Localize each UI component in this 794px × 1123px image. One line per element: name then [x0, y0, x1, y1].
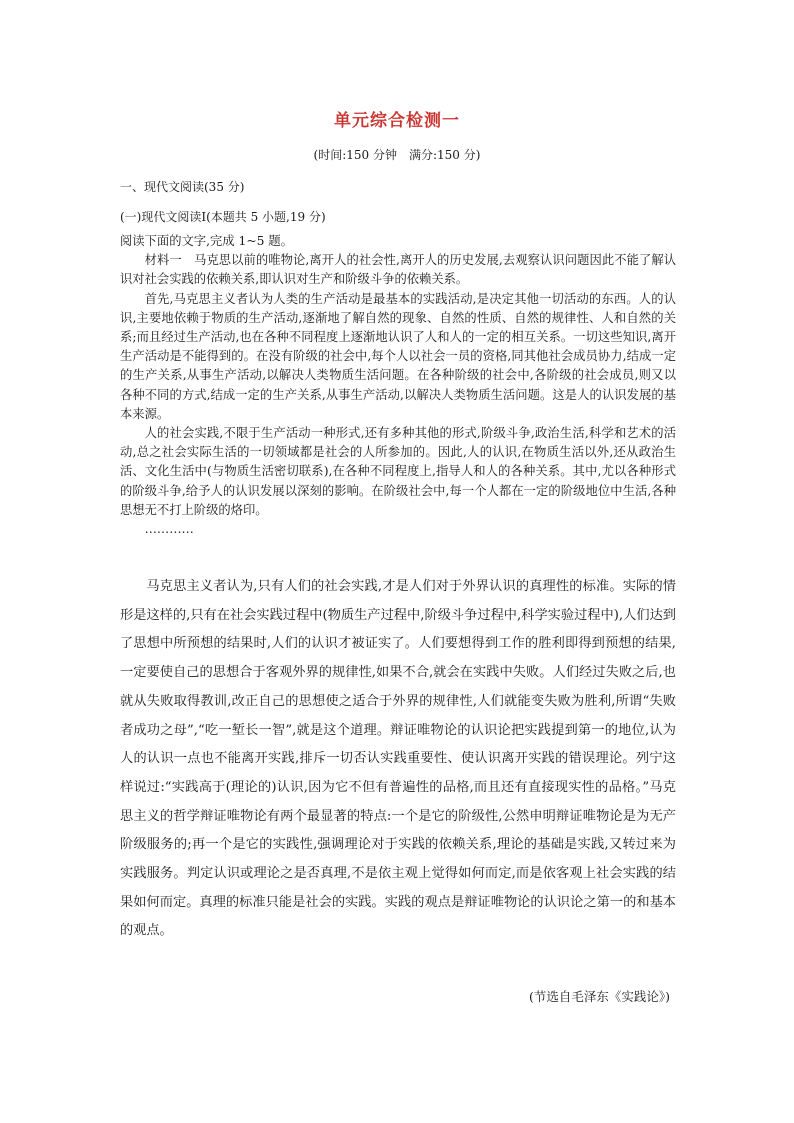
- paragraph: 材料一 马克思以前的唯物论,离开人的社会性,离开人的历史发展,去观察认识问题因此不能了解认识对社会实践的依赖关系,即认识对生产和阶级斗争的依赖关系。: [120, 253, 676, 287]
- exam-meta: (时间:150 分钟 满分:150 分): [313, 148, 481, 162]
- subsection-heading: (一)现代文阅读Ⅰ(本题共 5 小题,19 分): [120, 210, 326, 224]
- material-two: [120, 573, 676, 946]
- ellipsis: …………: [144, 522, 194, 537]
- section-heading: 一、现代文阅读(35 分): [120, 180, 245, 194]
- source-citation: (节选自毛泽东《实践论》): [528, 989, 670, 1004]
- page-title: 单元综合检测一: [334, 111, 460, 131]
- instruction-text: 阅读下面的文字,完成 1~5 题。: [120, 234, 293, 248]
- paragraph: 人的社会实践,不限于生产活动一种形式,还有多种其他的形式,阶级斗争,政治生活,科学和艺术的活动,总之社会实际生活的一切领域都是社会的人所参加的。因此,人的认识,在物质生活以外,还从政治生活、文化生活中(与物质生活密切联系),在各种不同程度上,指导人和人的各种关系。其中,尤以各种形式的阶级斗争,给予人的认识发展以深刻的影响。在阶级社会中,每一个人都在一定的阶级地位中生活,各种思想无不打上阶级的烙印。: [120, 426, 676, 517]
- paragraph: 马克思主义者认为,只有人们的社会实践,才是人们对于外界认识的真理性的标准。实际的情形是这样的,只有在社会实践过程中(物质生产过程中,阶级斗争过程中,科学实验过程中),人们达到了思想中所预想的结果时,人们的认识才被证实了。人们要想得到工作的胜利即得到预想的结果,一定要使自己的思想合于客观外界的规律性,如果不合,就会在实践中失败。人们经过失败之后,也就从失败取得教训,改正自己的思想使之适合于外界的规律性,人们就能变失败为胜利,所谓“失败者成功之母”,“吃一堑长一智”,就是这个道理。辩证唯物论的认识论把实践提到第一的地位,认为人的认识一点也不能离开实践,排斥一切否认实践重要性、使认识离开实践的错误理论。列宁这样说过:“实践高于(理论的)认识,因为它不但有普遍性的品格,而且还有直接现实性的品格。”马克思主义的哲学辩证唯物论有两个最显著的特点:一个是它的阶级性,公然申明辩证唯物论是为无产阶级服务的;再一个是它的实践性,强调理论对于实践的依赖关系,理论的基础是实践,又转过来为实践服务。判定认识或理论之是否真理,不是依主观上觉得如何而定,而是依客观上社会实践的结果如何而定。真理的标准只能是社会的实践。实践的观点是辩证唯物论的认识论之第一的和基本的观点。: [120, 579, 676, 939]
- material-one: [120, 232, 676, 539]
- paragraph: 首先,马克思主义者认为人类的生产活动是最基本的实践活动,是决定其他一切活动的东西。人的认识,主要地依赖于物质的生产活动,逐渐地了解自然的现象、自然的性质、自然的规律性、人和自然的关系;而且经过生产活动,也在各种不同程度上逐渐地认识了人和人的一定的相互关系。一切这些知识,离开生产活动是不能得到的。在没有阶级的社会中,每个人以社会一员的资格,同其他社会成员协力,结成一定的生产关系,从事生产活动,以解决人类物质生活问题。在各种阶级的社会中,各阶级的社会成员,则又以各种不同的方式,结成一定的生产关系,从事生产活动,以解决人类物质生活问题。这是人的认识发展的基本来源。: [120, 291, 676, 421]
